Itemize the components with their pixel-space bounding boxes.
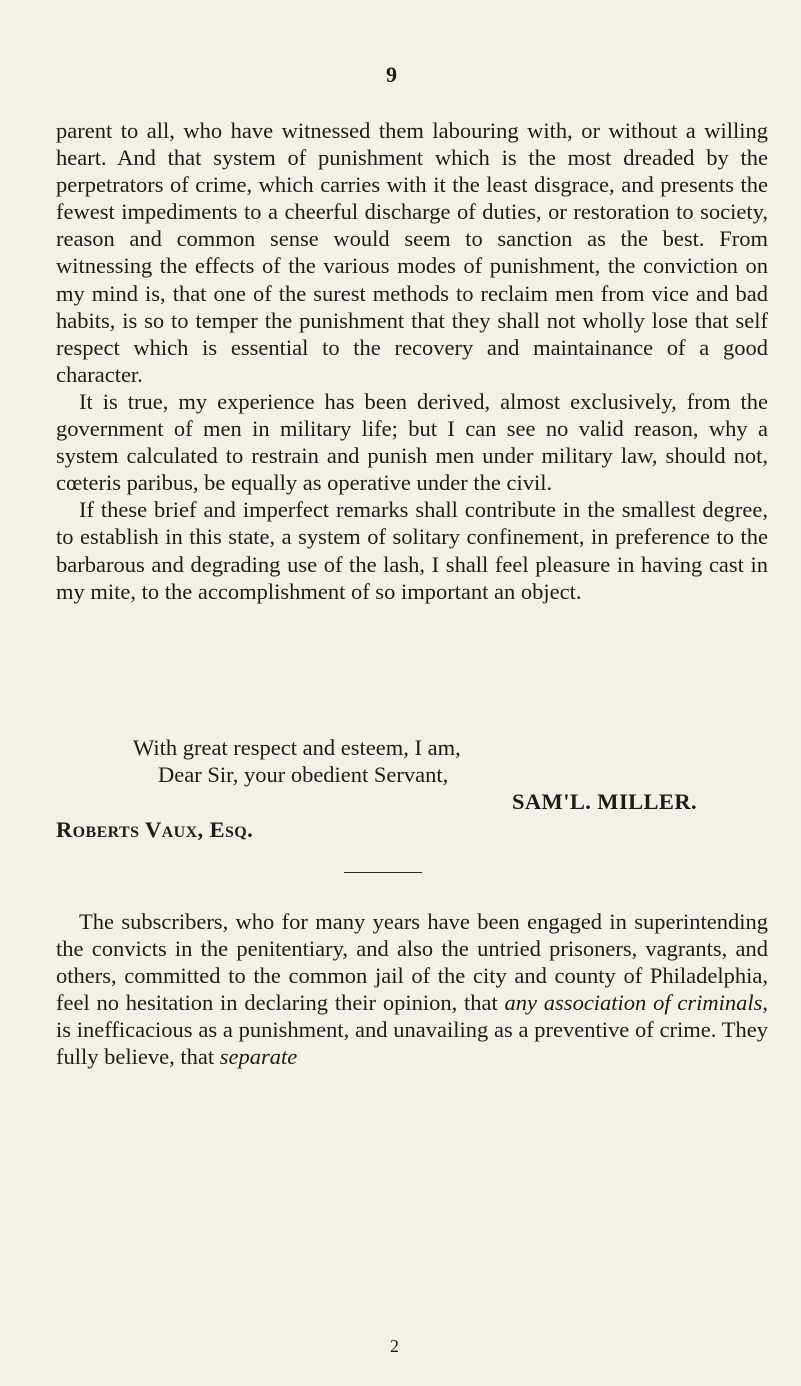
letter-paragraph-1: parent to all, who have witnessed them labouring with, or without a willing heart. And that system of punishment which is the most dreaded by the perpetrators of crime, which carries with it the least disgrace, and presents the fewest impediments to a cheerful discharge of duties, or restoration to society, reason and common sense would seem to sanction as the best. From witnessing the effects of the various modes of punishment, the conviction on my mind is, that one of the surest methods to reclaim men from vice and bad habits, is so to temper the punishment that they shall not wholly lose that self respect which is essential to the recovery and maintainance of a good character. bbox=[56, 118, 768, 387]
letter-closing-line-2: Dear Sir, your obedient Servant, bbox=[158, 762, 449, 787]
letter-closing-line-1: With great respect and esteem, I am, bbox=[133, 735, 461, 760]
letter-signature: SAM'L. MILLER. bbox=[512, 789, 697, 814]
subscribers-statement bbox=[56, 908, 768, 1071]
statement-text-start: The subscribers, who for many years have been engaged in superintending the convicts in the penitentiary, and also the untried prisoners, vagrants, and others, committed to the common jail of the city and county of Philadelphia, feel no hesitation in declaring their opinion, that bbox=[56, 909, 768, 1016]
letter-body bbox=[56, 117, 768, 605]
letter-paragraph-2: It is true, my experience has been derived, almost exclusively, from the government of men in military life; but I can see no valid reason, why a system calculated to restrain and punish men under military law, should not, cœteris paribus, be equally as operative under the civil. bbox=[56, 388, 768, 496]
statement-italic-separate: separate bbox=[219, 1044, 298, 1070]
letter-addressee: Roberts Vaux, Esq. bbox=[56, 817, 254, 842]
letter-paragraph-3: If these brief and imperfect remarks shall contribute in the smallest degree, to establish in this state, a system of solitary confinement, in preference to the barbarous and degrading use of the lash, I shall feel pleasure in having cast in my mite, to the accomplishment of so important an object. bbox=[56, 497, 768, 604]
section-divider-rule bbox=[344, 872, 422, 873]
statement-text-middle: , is inefficacious as a punishment, and unavailing as a preventive of crime. They fully believe, that bbox=[56, 990, 768, 1070]
printer-signature-mark: 2 bbox=[390, 1336, 399, 1356]
statement-paragraph bbox=[56, 908, 768, 1071]
statement-italic-any-association: any association of criminals bbox=[504, 990, 763, 1016]
page-number: 9 bbox=[386, 62, 397, 87]
